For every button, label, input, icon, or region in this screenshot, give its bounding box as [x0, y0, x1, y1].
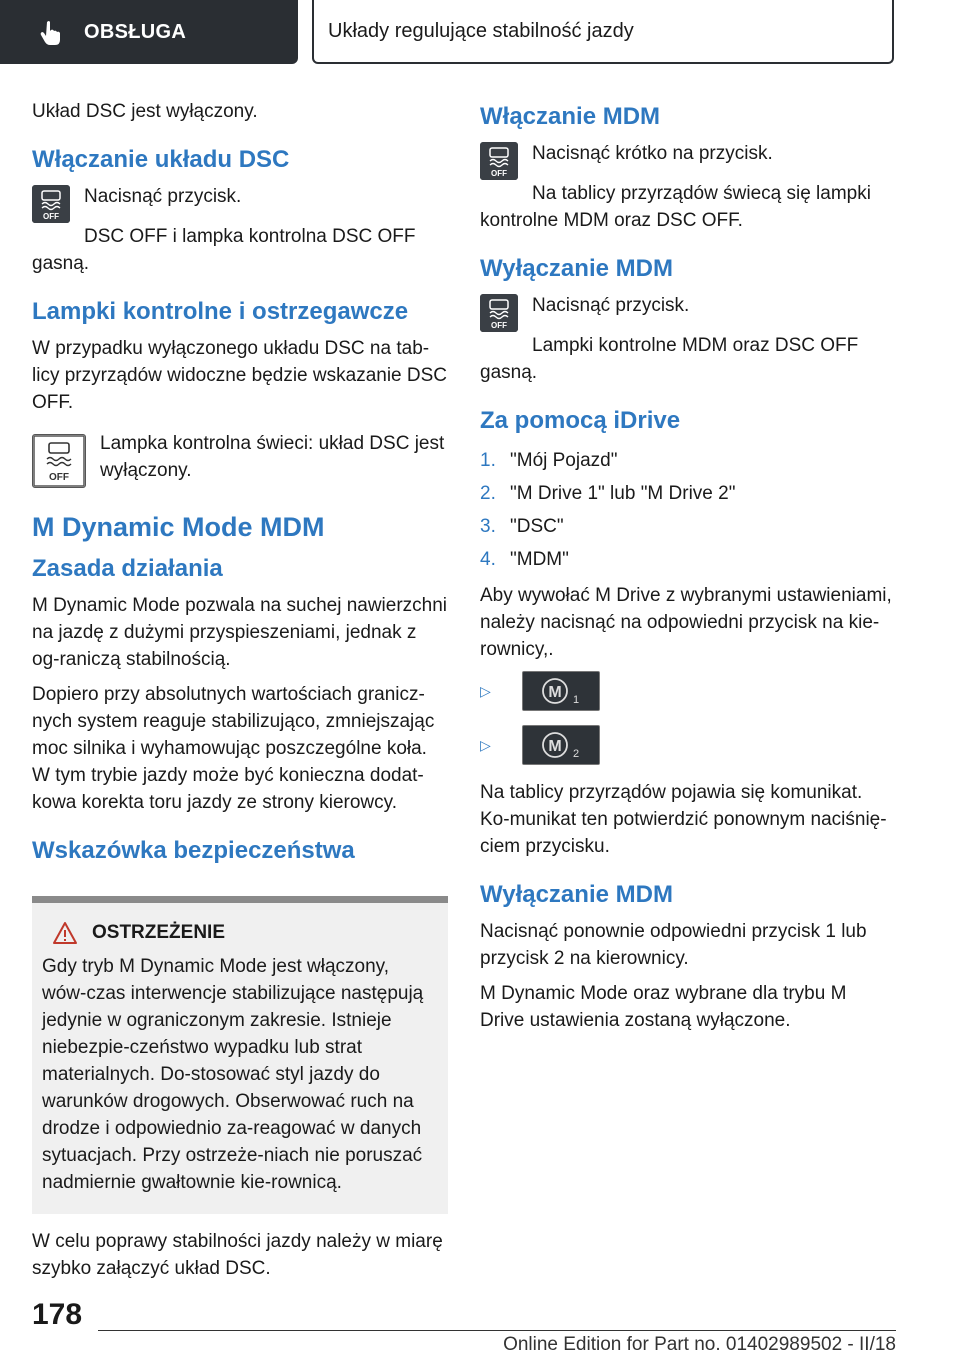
- mdm-off-text-2: Lampki kontrolne MDM oraz DSC OFF gasną.: [480, 335, 859, 383]
- warning-text: Gdy tryb M Dynamic Mode jest włączony, wów-czas interwencje stabilizujące następują jedynie w ograniczonym zakresie. Istnieje niebezpie-czeństwo wypadku lub strat materialnych. Do-stosować styl jazdy do warunków drogowych. Obserwować ruch na drodze i odpowiednio za-reagować w danych sytuacjach. Przy ostrzeże-niach nie poruszać nadmiernie gwałtownie kie-rownicą.: [42, 956, 424, 1193]
- list-item: 3. "DSC": [480, 516, 564, 537]
- svg-text:OFF: OFF: [43, 212, 59, 221]
- heading-safety: Wskazówka bezpieczeństwa: [32, 837, 355, 864]
- warning-triangle-icon: [52, 921, 78, 945]
- warning-title-row: [52, 921, 436, 945]
- dsc-off-button-icon: [480, 294, 518, 332]
- dsc-off-indicator-icon: [32, 434, 86, 488]
- m1-button-icon: [522, 671, 600, 711]
- footer-edition: Online Edition for Part no. 01402989502 - II/18: [503, 1334, 896, 1355]
- mdm-off-text-1: Nacisnąć przycisk.: [532, 295, 690, 316]
- intro-text: Układ DSC jest wyłączony.: [32, 101, 258, 122]
- svg-text:OFF: OFF: [49, 472, 69, 483]
- triangle-bullet-icon: ▷: [480, 736, 491, 753]
- mdm-off-row: [480, 292, 896, 332]
- page-number: 178: [32, 1298, 83, 1331]
- lamp-status-row: [32, 430, 448, 488]
- enable-dsc-text-2: DSC OFF i lampka kontrolna DSC OFF gasną.: [32, 226, 416, 274]
- mdm-on-text-2: Na tablicy przyrządów świecą się lampki kontrolne MDM oraz DSC OFF.: [480, 183, 871, 231]
- m-drive-text: Aby wywołać M Drive z wybranymi ustawieniami, należy nacisnąć na odpowiedni przycisk na kie-rownicy,.: [480, 585, 892, 660]
- lamps-text: W przypadku wyłączonego układu DSC na tab-licy przyrządów widoczne będzie wskazanie DSC OFF.: [32, 338, 448, 413]
- m1-row: [480, 671, 896, 711]
- list-item: 2. "M Drive 1" lub "M Drive 2": [480, 483, 736, 504]
- m2-row: [480, 725, 896, 765]
- m2-label: 2: [573, 748, 580, 760]
- principle-text-2: Dopiero przy absolutnych wartościach granicz-nych system reaguje stabilizująco, zmniejszając moc silnika i wyhamowując poszczególne koła. W tym trybie jazdy może być konieczna dodat-kowa korekta toru jazdy ze strony kierowcy.: [32, 684, 435, 813]
- lamp-status-text: Lampka kontrolna świeci: układ DSC jest wyłączony.: [100, 433, 445, 481]
- heading-lamps: Lampki kontrolne i ostrzegawcze: [32, 298, 409, 325]
- heading-idrive: Za pomocą iDrive: [480, 407, 681, 434]
- m2-button-icon: [522, 725, 600, 765]
- dsc-off-button-icon: [480, 142, 518, 180]
- svg-text:M: M: [548, 684, 562, 701]
- message-text: Na tablicy przyrządów pojawia się komunikat. Ko-munikat ten potwierdzić ponownym naciśnię-ciem przycisku.: [480, 782, 887, 857]
- list-item: 1. "Mój Pojazd": [480, 450, 618, 471]
- warning-box: [32, 896, 448, 1214]
- enable-dsc-row: [32, 183, 448, 223]
- after-warning-text: W celu poprawy stabilności jazdy należy w miarę szybko załączyć układ DSC.: [32, 1231, 443, 1279]
- heading-enable-dsc: Włączanie układu DSC: [32, 146, 290, 173]
- hand-pointer-icon: [38, 19, 64, 45]
- heading-mdm-off-2: Wyłączanie MDM: [480, 881, 673, 908]
- mdm-on-row: [480, 140, 896, 180]
- svg-text:OFF: OFF: [491, 169, 507, 178]
- enable-dsc-text-1: Nacisnąć przycisk.: [84, 186, 242, 207]
- header-section-label: OBSŁUGA: [84, 20, 187, 43]
- warning-title: OSTRZEŻENIE: [92, 922, 226, 943]
- heading-principle: Zasada działania: [32, 555, 223, 582]
- mdm-off2-text-2: M Dynamic Mode oraz wybrane dla trybu M Drive ustawienia zostaną wyłączone.: [480, 983, 847, 1031]
- heading-mdm-off: Wyłączanie MDM: [480, 255, 673, 282]
- heading-mdm-on: Włączanie MDM: [480, 103, 661, 130]
- m1-label: 1: [573, 694, 580, 706]
- triangle-bullet-icon: ▷: [480, 682, 491, 699]
- mdm-on-text-1: Nacisnąć krótko na przycisk.: [532, 143, 773, 164]
- header-section-tab: [0, 0, 298, 64]
- idrive-steps: [480, 444, 896, 576]
- principle-text-1: M Dynamic Mode pozwala na suchej nawierzchni na jazdę z dużymi przyspieszeniami, jednak z og-raniczą stabilnością.: [32, 595, 448, 670]
- dsc-off-button-icon: [32, 185, 70, 223]
- left-column: [32, 98, 448, 1290]
- header-title: Układy regulujące stabilność jazdy: [328, 19, 634, 42]
- svg-text:OFF: OFF: [491, 321, 507, 330]
- right-column: [480, 98, 896, 1042]
- mdm-off2-text-1: Nacisnąć ponownie odpowiedni przycisk 1 lub przycisk 2 na kierownicy.: [480, 921, 867, 969]
- footer-divider: [98, 1330, 896, 1331]
- heading-mdm: M Dynamic Mode MDM: [32, 512, 325, 542]
- svg-text:M: M: [548, 738, 562, 755]
- list-item: 4. "MDM": [480, 549, 569, 570]
- header-title-box: [312, 0, 894, 64]
